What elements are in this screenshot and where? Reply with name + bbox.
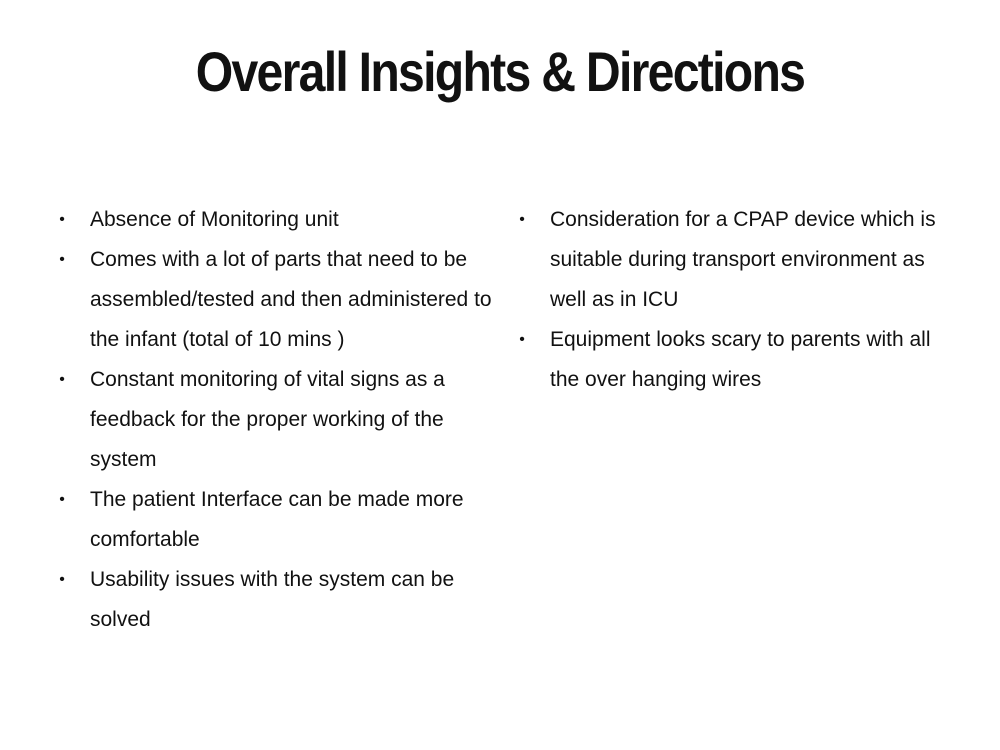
bullet-item: [55, 240, 500, 360]
bullet-icon: •: [519, 331, 525, 348]
bullet-item: [55, 560, 500, 640]
bullet-item: [55, 480, 500, 560]
left-bullet-list: [55, 200, 500, 640]
right-bullet-list: [515, 200, 960, 400]
bullet-text: Consideration for a CPAP device which is suitable during transport environment as well as in ICU: [550, 208, 936, 311]
bullet-icon: •: [59, 251, 65, 268]
bullet-text: The patient Interface can be made more comfortable: [90, 488, 464, 551]
bullet-text: Comes with a lot of parts that need to be assembled/tested and then administered to the infant (total of 10 mins ): [90, 248, 492, 351]
bullet-icon: •: [59, 491, 65, 508]
bullet-icon: •: [59, 211, 65, 228]
bullet-item: [55, 360, 500, 480]
bullet-icon: •: [59, 371, 65, 388]
bullet-item: [515, 200, 960, 320]
bullet-icon: •: [519, 211, 525, 228]
bullet-icon: •: [59, 571, 65, 588]
slide-title: Overall Insights & Directions: [195, 40, 805, 103]
bullet-item: [515, 320, 960, 400]
bullet-text: Usability issues with the system can be solved: [90, 568, 455, 631]
bullet-item: [55, 200, 500, 240]
bullet-text: Absence of Monitoring unit: [90, 208, 339, 231]
bullet-text: Constant monitoring of vital signs as a feedback for the proper working of the system: [90, 368, 445, 471]
bullet-text: Equipment looks scary to parents with all the over hanging wires: [550, 328, 931, 391]
